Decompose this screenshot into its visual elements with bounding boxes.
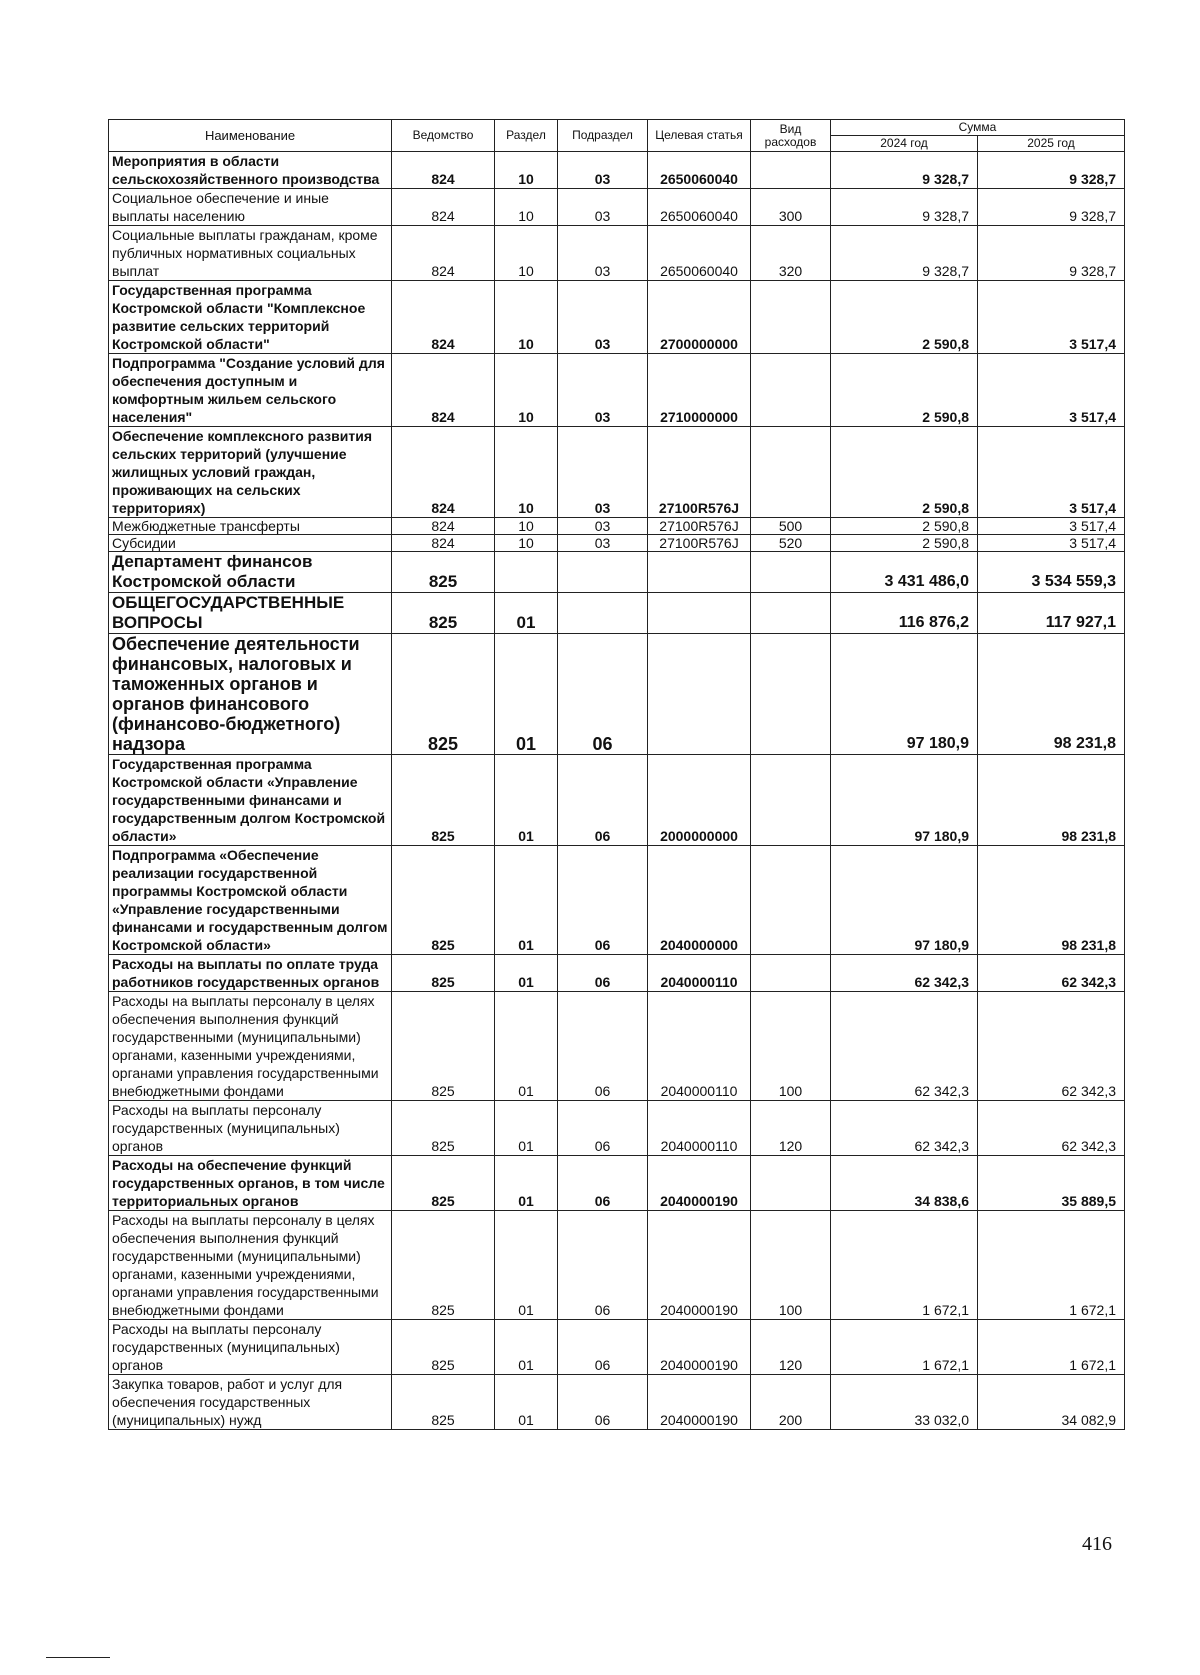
row-vid-rashodov — [751, 152, 831, 189]
row-sum-2024: 9 328,7 — [831, 152, 978, 189]
row-vid-rashodov — [751, 593, 831, 634]
row-podrazdel: 03 — [558, 152, 648, 189]
row-vid-rashodov: 520 — [751, 535, 831, 552]
row-vid-rashodov: 120 — [751, 1320, 831, 1375]
row-sum-2025: 34 082,9 — [978, 1375, 1125, 1430]
row-vedomstvo: 824 — [392, 427, 495, 518]
row-podrazdel: 06 — [558, 992, 648, 1101]
row-vid-rashodov: 120 — [751, 1101, 831, 1156]
row-vid-rashodov — [751, 955, 831, 992]
row-sum-2025: 1 672,1 — [978, 1320, 1125, 1375]
row-vid-rashodov: 500 — [751, 518, 831, 535]
row-vedomstvo: 825 — [392, 1211, 495, 1320]
row-name: Межбюджетные трансферты — [109, 518, 392, 535]
row-vedomstvo: 825 — [392, 1156, 495, 1211]
row-podrazdel: 03 — [558, 226, 648, 281]
row-vid-rashodov — [751, 1156, 831, 1211]
row-podrazdel: 03 — [558, 518, 648, 535]
row-sum-2024: 97 180,9 — [831, 846, 978, 955]
row-vid-rashodov — [751, 354, 831, 427]
row-name: Социальное обеспечение и иные выплаты населению — [109, 189, 392, 226]
row-sum-2024: 1 672,1 — [831, 1320, 978, 1375]
row-vid-rashodov — [751, 634, 831, 755]
row-celevaya-statya: 2650060040 — [648, 226, 751, 281]
row-name: Подпрограмма «Обеспечение реализации государственной программы Костромской области «Управление государственными финансами и государственным долгом Костромской области» — [109, 846, 392, 955]
row-name: Расходы на выплаты персоналу в целях обеспечения выполнения функций государственными (муниципальными) органами, казенными учреждениями, органами управления государственными внебюджетными фондами — [109, 1211, 392, 1320]
table-row — [109, 1375, 1125, 1430]
row-sum-2024: 9 328,7 — [831, 189, 978, 226]
table-row — [109, 1101, 1125, 1156]
header-name: Наименование — [109, 120, 392, 152]
row-name: Обеспечение деятельности финансовых, налоговых и таможенных органов и органов финансового (финансово-бюджетного) надзора — [109, 634, 392, 755]
row-vedomstvo: 825 — [392, 1375, 495, 1430]
row-sum-2025: 35 889,5 — [978, 1156, 1125, 1211]
row-podrazdel: 03 — [558, 354, 648, 427]
table-row — [109, 992, 1125, 1101]
row-sum-2024: 62 342,3 — [831, 955, 978, 992]
row-vid-rashodov — [751, 281, 831, 354]
row-podrazdel: 06 — [558, 1320, 648, 1375]
row-sum-2025: 62 342,3 — [978, 992, 1125, 1101]
row-celevaya-statya: 2700000000 — [648, 281, 751, 354]
row-vedomstvo: 824 — [392, 518, 495, 535]
row-podrazdel: 06 — [558, 1211, 648, 1320]
row-vedomstvo: 825 — [392, 992, 495, 1101]
row-sum-2024: 2 590,8 — [831, 535, 978, 552]
row-name: ОБЩЕГОСУДАРСТВЕННЫЕ ВОПРОСЫ — [109, 593, 392, 634]
page-number: 416 — [1082, 1533, 1112, 1555]
row-vid-rashodov — [751, 755, 831, 846]
row-vedomstvo: 825 — [392, 755, 495, 846]
row-vedomstvo: 824 — [392, 535, 495, 552]
table-row — [109, 1211, 1125, 1320]
row-vedomstvo: 824 — [392, 189, 495, 226]
row-sum-2024: 62 342,3 — [831, 992, 978, 1101]
table-row — [109, 226, 1125, 281]
row-vid-rashodov — [751, 552, 831, 593]
row-podrazdel — [558, 552, 648, 593]
row-name: Обеспечение комплексного развития сельских территорий (улучшение жилищных условий граждан, проживающих на сельских территориях) — [109, 427, 392, 518]
row-vedomstvo: 824 — [392, 152, 495, 189]
header-podrazdel: Подраздел — [558, 120, 648, 152]
row-razdel: 01 — [495, 955, 558, 992]
row-celevaya-statya: 2040000000 — [648, 846, 751, 955]
row-podrazdel — [558, 593, 648, 634]
row-razdel: 01 — [495, 1211, 558, 1320]
table-row — [109, 1320, 1125, 1375]
row-celevaya-statya: 27100R576J — [648, 535, 751, 552]
row-celevaya-statya: 27100R576J — [648, 427, 751, 518]
table-row — [109, 634, 1125, 755]
row-razdel — [495, 552, 558, 593]
row-sum-2025: 3 517,4 — [978, 281, 1125, 354]
row-sum-2024: 116 876,2 — [831, 593, 978, 634]
row-sum-2025: 98 231,8 — [978, 634, 1125, 755]
row-sum-2024: 97 180,9 — [831, 634, 978, 755]
row-name: Субсидии — [109, 535, 392, 552]
row-sum-2025: 9 328,7 — [978, 152, 1125, 189]
row-sum-2024: 2 590,8 — [831, 354, 978, 427]
row-name: Закупка товаров, работ и услуг для обеспечения государственных (муниципальных) нужд — [109, 1375, 392, 1430]
table-row — [109, 427, 1125, 518]
row-vid-rashodov: 300 — [751, 189, 831, 226]
row-celevaya-statya: 2650060040 — [648, 189, 751, 226]
row-podrazdel: 03 — [558, 189, 648, 226]
row-sum-2025: 62 342,3 — [978, 1101, 1125, 1156]
row-name: Государственная программа Костромской области «Управление государственными финансами и государственным долгом Костромской области» — [109, 755, 392, 846]
row-razdel: 01 — [495, 1320, 558, 1375]
row-razdel: 01 — [495, 846, 558, 955]
header-vedomstvo: Ведомство — [392, 120, 495, 152]
header-celevaya-statya: Целевая статья — [648, 120, 751, 152]
row-celevaya-statya: 2040000190 — [648, 1156, 751, 1211]
row-celevaya-statya: 2040000110 — [648, 992, 751, 1101]
row-sum-2024: 2 590,8 — [831, 427, 978, 518]
row-vedomstvo: 824 — [392, 281, 495, 354]
row-vedomstvo: 825 — [392, 846, 495, 955]
row-sum-2024: 34 838,6 — [831, 1156, 978, 1211]
table-row — [109, 552, 1125, 593]
row-sum-2025: 62 342,3 — [978, 955, 1125, 992]
row-sum-2025: 3 517,4 — [978, 354, 1125, 427]
row-razdel: 01 — [495, 593, 558, 634]
row-vedomstvo: 825 — [392, 1101, 495, 1156]
row-sum-2025: 1 672,1 — [978, 1211, 1125, 1320]
table-row — [109, 593, 1125, 634]
table-row — [109, 281, 1125, 354]
row-sum-2025: 3 517,4 — [978, 535, 1125, 552]
table-body — [109, 152, 1125, 1430]
row-sum-2024: 2 590,8 — [831, 518, 978, 535]
row-vid-rashodov: 200 — [751, 1375, 831, 1430]
row-razdel: 10 — [495, 518, 558, 535]
table-row — [109, 535, 1125, 552]
row-celevaya-statya: 2000000000 — [648, 755, 751, 846]
row-sum-2024: 3 431 486,0 — [831, 552, 978, 593]
row-vid-rashodov — [751, 427, 831, 518]
row-sum-2025: 98 231,8 — [978, 846, 1125, 955]
row-name: Расходы на выплаты персоналу государственных (муниципальных) органов — [109, 1320, 392, 1375]
row-sum-2025: 9 328,7 — [978, 189, 1125, 226]
row-sum-2025: 3 517,4 — [978, 518, 1125, 535]
row-razdel: 10 — [495, 535, 558, 552]
row-podrazdel: 03 — [558, 427, 648, 518]
row-razdel: 10 — [495, 281, 558, 354]
footer-rule — [46, 1657, 110, 1658]
row-razdel: 01 — [495, 1375, 558, 1430]
row-sum-2024: 97 180,9 — [831, 755, 978, 846]
row-vedomstvo: 825 — [392, 593, 495, 634]
row-sum-2024: 2 590,8 — [831, 281, 978, 354]
row-celevaya-statya: 2650060040 — [648, 152, 751, 189]
row-vedomstvo: 825 — [392, 1320, 495, 1375]
row-name: Расходы на обеспечение функций государственных органов, в том числе территориальных органов — [109, 1156, 392, 1211]
row-name: Департамент финансов Костромской области — [109, 552, 392, 593]
row-sum-2024: 9 328,7 — [831, 226, 978, 281]
row-vid-rashodov: 100 — [751, 1211, 831, 1320]
table-row — [109, 189, 1125, 226]
row-vedomstvo: 824 — [392, 354, 495, 427]
row-razdel: 10 — [495, 354, 558, 427]
row-razdel: 01 — [495, 1101, 558, 1156]
row-sum-2025: 117 927,1 — [978, 593, 1125, 634]
row-razdel: 10 — [495, 189, 558, 226]
header-vid-rashodov: Вид расходов — [751, 120, 831, 152]
row-sum-2024: 1 672,1 — [831, 1211, 978, 1320]
row-vedomstvo: 825 — [392, 552, 495, 593]
row-sum-2024: 62 342,3 — [831, 1101, 978, 1156]
row-podrazdel: 06 — [558, 846, 648, 955]
row-name: Расходы на выплаты по оплате труда работников государственных органов — [109, 955, 392, 992]
row-podrazdel: 03 — [558, 535, 648, 552]
row-celevaya-statya — [648, 634, 751, 755]
row-razdel: 01 — [495, 634, 558, 755]
row-celevaya-statya: 2040000190 — [648, 1211, 751, 1320]
row-celevaya-statya: 27100R576J — [648, 518, 751, 535]
row-celevaya-statya — [648, 593, 751, 634]
row-razdel: 10 — [495, 226, 558, 281]
table-row — [109, 755, 1125, 846]
row-celevaya-statya: 2040000110 — [648, 955, 751, 992]
header-year-2025: 2025 год — [978, 136, 1125, 152]
row-celevaya-statya — [648, 552, 751, 593]
header-summa: Сумма — [831, 120, 1125, 136]
row-sum-2025: 3 534 559,3 — [978, 552, 1125, 593]
row-vid-rashodov: 100 — [751, 992, 831, 1101]
row-sum-2025: 3 517,4 — [978, 427, 1125, 518]
row-razdel: 10 — [495, 152, 558, 189]
table-row — [109, 354, 1125, 427]
header-year-2024: 2024 год — [831, 136, 978, 152]
row-podrazdel: 06 — [558, 634, 648, 755]
row-podrazdel: 06 — [558, 1375, 648, 1430]
row-razdel: 01 — [495, 1156, 558, 1211]
row-name: Подпрограмма "Создание условий для обеспечения доступным и комфортным жильем сельского населения" — [109, 354, 392, 427]
row-sum-2025: 9 328,7 — [978, 226, 1125, 281]
budget-table — [108, 119, 1125, 1430]
row-vedomstvo: 824 — [392, 226, 495, 281]
row-podrazdel: 03 — [558, 281, 648, 354]
row-podrazdel: 06 — [558, 955, 648, 992]
row-vedomstvo: 825 — [392, 955, 495, 992]
row-podrazdel: 06 — [558, 1101, 648, 1156]
row-razdel: 01 — [495, 992, 558, 1101]
row-vid-rashodov: 320 — [751, 226, 831, 281]
table-row — [109, 1156, 1125, 1211]
row-sum-2025: 98 231,8 — [978, 755, 1125, 846]
row-name: Мероприятия в области сельскохозяйственного производства — [109, 152, 392, 189]
row-razdel: 10 — [495, 427, 558, 518]
row-celevaya-statya: 2040000190 — [648, 1320, 751, 1375]
table-row — [109, 955, 1125, 992]
row-celevaya-statya: 2040000190 — [648, 1375, 751, 1430]
table-row — [109, 518, 1125, 535]
row-podrazdel: 06 — [558, 1156, 648, 1211]
row-podrazdel: 06 — [558, 755, 648, 846]
table-row — [109, 152, 1125, 189]
row-sum-2024: 33 032,0 — [831, 1375, 978, 1430]
table-row — [109, 846, 1125, 955]
row-name: Социальные выплаты гражданам, кроме публичных нормативных социальных выплат — [109, 226, 392, 281]
header-razdel: Раздел — [495, 120, 558, 152]
row-vid-rashodov — [751, 846, 831, 955]
row-name: Расходы на выплаты персоналу в целях обеспечения выполнения функций государственными (муниципальными) органами, казенными учреждениями, органами управления государственными внебюджетными фондами — [109, 992, 392, 1101]
row-name: Расходы на выплаты персоналу государственных (муниципальных) органов — [109, 1101, 392, 1156]
row-celevaya-statya: 2040000110 — [648, 1101, 751, 1156]
row-celevaya-statya: 2710000000 — [648, 354, 751, 427]
row-name: Государственная программа Костромской области "Комплексное развитие сельских территорий Костромской области" — [109, 281, 392, 354]
row-razdel: 01 — [495, 755, 558, 846]
row-vedomstvo: 825 — [392, 634, 495, 755]
